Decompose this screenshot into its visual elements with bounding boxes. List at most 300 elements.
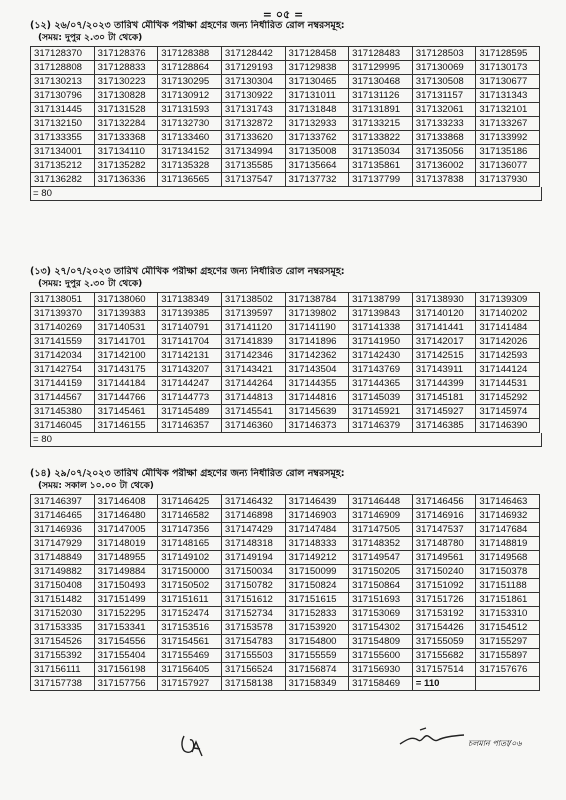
roll-cell: 317128458 <box>285 47 349 61</box>
roll-cell: 317150824 <box>285 579 349 593</box>
roll-cell: 317156874 <box>285 663 349 677</box>
roll-cell: 317150502 <box>158 579 222 593</box>
roll-cell: 317155600 <box>349 649 413 663</box>
roll-cell: 317132061 <box>412 103 476 117</box>
table-row <box>31 405 540 419</box>
roll-cell: 317130304 <box>221 75 285 89</box>
roll-cell: 317139383 <box>94 307 158 321</box>
roll-cell: 317145292 <box>476 391 540 405</box>
roll-table <box>30 292 540 433</box>
roll-cell: 317132872 <box>221 117 285 131</box>
roll-cell: 317155404 <box>94 649 158 663</box>
section-title: (১২) ২৬/০৭/২০২৩ তারিখ মৌখিক পরীক্ষা গ্রহণের জন্য নির্ধারিত রোল নম্বরসমূহ: <box>30 20 345 31</box>
roll-cell: 317152030 <box>31 607 95 621</box>
roll-cell: 317143504 <box>285 363 349 377</box>
roll-cell: 317128442 <box>221 47 285 61</box>
roll-cell: 317143421 <box>221 363 285 377</box>
roll-cell: 317144766 <box>94 391 158 405</box>
roll-cell: 317133460 <box>158 131 222 145</box>
roll-cell: 317150205 <box>349 565 413 579</box>
roll-cell: 317153069 <box>349 607 413 621</box>
roll-cell: 317144773 <box>158 391 222 405</box>
roll-cell: 317135186 <box>476 145 540 159</box>
roll-cell: 317135008 <box>285 145 349 159</box>
roll-cell: 317130508 <box>412 75 476 89</box>
roll-table <box>30 494 540 691</box>
roll-cell: 317128483 <box>349 47 413 61</box>
roll-cell: 317148352 <box>349 537 413 551</box>
roll-cell: 317154526 <box>31 635 95 649</box>
roll-cell: 317136077 <box>476 159 540 173</box>
roll-cell: 317130213 <box>31 75 95 89</box>
table-row <box>31 321 540 335</box>
roll-cell: 317140531 <box>94 321 158 335</box>
roll-cell: 317137838 <box>412 173 476 187</box>
roll-cell: 317136282 <box>31 173 95 187</box>
section-title: (১৩) ২৭/০৭/২০২৩ তারিখ মৌখিক পরীক্ষা গ্রহণের জন্য নির্ধারিত রোল নম্বরসমূহ: <box>30 266 345 277</box>
roll-cell: 317147484 <box>285 523 349 537</box>
roll-cell: 317128595 <box>476 47 540 61</box>
roll-cell: 317154556 <box>94 635 158 649</box>
roll-cell: 317135664 <box>285 159 349 173</box>
signature-mark <box>398 722 468 752</box>
roll-cell: 317153578 <box>221 621 285 635</box>
roll-cell: 317141701 <box>94 335 158 349</box>
roll-cell: 317145181 <box>412 391 476 405</box>
table-row <box>31 593 540 607</box>
roll-cell: 317146916 <box>412 509 476 523</box>
roll-cell: 317151726 <box>412 593 476 607</box>
roll-cell: 317146385 <box>412 419 476 433</box>
section-13 <box>30 266 540 447</box>
roll-cell: 317133620 <box>221 131 285 145</box>
roll-cell: 317131593 <box>158 103 222 117</box>
roll-cell: 317153335 <box>31 621 95 635</box>
roll-cell: 317136336 <box>94 173 158 187</box>
section-time: (সময়: দুপুর ২.৩০ টা থেকে) <box>38 33 143 43</box>
roll-cell: 317151612 <box>221 593 285 607</box>
roll-cell: 317135034 <box>349 145 413 159</box>
roll-cell: 317132101 <box>476 103 540 117</box>
roll-cell: 317130295 <box>158 75 222 89</box>
roll-cell: 317142430 <box>349 349 413 363</box>
roll-cell: 317136565 <box>158 173 222 187</box>
roll-cell: 317146936 <box>31 523 95 537</box>
roll-cell: 317155059 <box>412 635 476 649</box>
roll-cell: 317148019 <box>94 537 158 551</box>
roll-cell: 317138502 <box>221 293 285 307</box>
section-14 <box>30 468 540 691</box>
roll-cell: 317139597 <box>221 307 285 321</box>
signature-initials-mark <box>178 730 218 760</box>
roll-cell: 317142515 <box>412 349 476 363</box>
roll-cell: 317135282 <box>94 159 158 173</box>
roll-cell: 317145380 <box>31 405 95 419</box>
roll-cell: 317146390 <box>476 419 540 433</box>
roll-cell: 317131343 <box>476 89 540 103</box>
roll-cell: 317148955 <box>94 551 158 565</box>
roll-cell: 317148318 <box>221 537 285 551</box>
table-row <box>31 103 540 117</box>
roll-cell: 317133762 <box>285 131 349 145</box>
roll-cell: 317142346 <box>221 349 285 363</box>
roll-cell: 317150782 <box>221 579 285 593</box>
roll-cell: 317147429 <box>221 523 285 537</box>
roll-cell: 317144816 <box>285 391 349 405</box>
roll-cell: 317145921 <box>349 405 413 419</box>
roll-cell: 317133355 <box>31 131 95 145</box>
roll-cell: 317149102 <box>158 551 222 565</box>
roll-cell: 317147684 <box>476 523 540 537</box>
roll-cell: 317145541 <box>221 405 285 419</box>
roll-cell: 317131743 <box>221 103 285 117</box>
roll-cell: 317144247 <box>158 377 222 391</box>
roll-cell: 317150864 <box>349 579 413 593</box>
roll-cell: 317153341 <box>94 621 158 635</box>
page-number: = ০৫ = <box>262 8 304 21</box>
roll-cell: 317144355 <box>285 377 349 391</box>
table-row <box>31 621 540 635</box>
roll-cell: 317135056 <box>412 145 476 159</box>
roll-cell: 317142100 <box>94 349 158 363</box>
roll-cell: 317139843 <box>349 307 413 321</box>
roll-cell: 317146448 <box>349 495 413 509</box>
roll-cell: 317146397 <box>31 495 95 509</box>
roll-cell: 317144813 <box>221 391 285 405</box>
roll-cell: 317142017 <box>412 335 476 349</box>
roll-cell: 317140202 <box>476 307 540 321</box>
roll-cell: 317153920 <box>285 621 349 635</box>
roll-cell: 317128833 <box>94 61 158 75</box>
roll-cell: 317150408 <box>31 579 95 593</box>
roll-cell: 317150493 <box>94 579 158 593</box>
table-row <box>31 607 540 621</box>
roll-cell: 317134001 <box>31 145 95 159</box>
roll-cell: 317151615 <box>285 593 349 607</box>
table-row <box>31 335 540 349</box>
table-row <box>31 509 540 523</box>
roll-cell: 317152734 <box>221 607 285 621</box>
roll-cell: 317146408 <box>94 495 158 509</box>
roll-cell: 317137547 <box>221 173 285 187</box>
roll-cell: 317142131 <box>158 349 222 363</box>
roll-cell: 317153192 <box>412 607 476 621</box>
roll-cell: 317140791 <box>158 321 222 335</box>
roll-cell: 317128370 <box>31 47 95 61</box>
roll-cell: 317141441 <box>412 321 476 335</box>
roll-cell: 317141338 <box>349 321 413 335</box>
roll-cell: 317144531 <box>476 377 540 391</box>
table-row <box>31 579 540 593</box>
roll-cell: 317128503 <box>412 47 476 61</box>
roll-cell: 317139309 <box>476 293 540 307</box>
roll-cell: 317132284 <box>94 117 158 131</box>
roll-cell: 317141484 <box>476 321 540 335</box>
table-row <box>31 419 540 433</box>
roll-cell: 317152474 <box>158 607 222 621</box>
roll-cell: 317128376 <box>94 47 158 61</box>
roll-cell: 317146379 <box>349 419 413 433</box>
roll-cell: 317156405 <box>158 663 222 677</box>
roll-cell: 317142034 <box>31 349 95 363</box>
section-total: = 80 <box>30 187 542 201</box>
roll-cell: 317140269 <box>31 321 95 335</box>
roll-cell: 317146909 <box>349 509 413 523</box>
roll-cell: 317133233 <box>412 117 476 131</box>
roll-cell: 317155897 <box>476 649 540 663</box>
roll-cell: 317151188 <box>476 579 540 593</box>
roll-cell: 317142026 <box>476 335 540 349</box>
roll-cell: 317133822 <box>349 131 413 145</box>
roll-cell: 317144124 <box>476 363 540 377</box>
roll-cell: 317148849 <box>31 551 95 565</box>
roll-cell: 317143911 <box>412 363 476 377</box>
roll-cell: 317148165 <box>158 537 222 551</box>
roll-cell: 317145927 <box>412 405 476 419</box>
section-total: = 80 <box>30 433 542 447</box>
roll-cell: 317131126 <box>349 89 413 103</box>
roll-cell: 317142754 <box>31 363 95 377</box>
roll-cell: 317151092 <box>412 579 476 593</box>
roll-cell: 317149212 <box>285 551 349 565</box>
roll-cell: 317154302 <box>349 621 413 635</box>
roll-cell: 317149547 <box>349 551 413 565</box>
roll-cell: 317131528 <box>94 103 158 117</box>
roll-cell: 317147505 <box>349 523 413 537</box>
roll-cell: 317141704 <box>158 335 222 349</box>
roll-cell: 317130173 <box>476 61 540 75</box>
roll-cell: 317141120 <box>221 321 285 335</box>
roll-cell: 317132933 <box>285 117 349 131</box>
roll-cell: 317134110 <box>94 145 158 159</box>
roll-cell: 317146360 <box>221 419 285 433</box>
roll-cell: 317134994 <box>221 145 285 159</box>
roll-cell: 317139385 <box>158 307 222 321</box>
roll-table <box>30 46 540 187</box>
roll-cell: 317150000 <box>158 565 222 579</box>
roll-cell: 317151499 <box>94 593 158 607</box>
roll-cell: 317157514 <box>412 663 476 677</box>
roll-cell: 317136002 <box>412 159 476 173</box>
roll-cell: 317145489 <box>158 405 222 419</box>
roll-cell: 317155297 <box>476 635 540 649</box>
table-row <box>31 649 540 663</box>
roll-cell: 317143207 <box>158 363 222 377</box>
section-time: (সময়: সকাল ১০.০০ টা থেকে) <box>38 481 154 491</box>
table-row <box>31 391 540 405</box>
roll-cell: 317146465 <box>31 509 95 523</box>
roll-cell: 317150240 <box>412 565 476 579</box>
roll-cell: 317152295 <box>94 607 158 621</box>
roll-cell: 317147537 <box>412 523 476 537</box>
roll-cell: 317130465 <box>285 75 349 89</box>
roll-cell: 317153516 <box>158 621 222 635</box>
roll-cell: 317128388 <box>158 47 222 61</box>
roll-cell: 317146439 <box>285 495 349 509</box>
roll-cell: 317156930 <box>349 663 413 677</box>
roll-cell: 317145461 <box>94 405 158 419</box>
roll-cell: 317146456 <box>412 495 476 509</box>
roll-cell: 317147929 <box>31 537 95 551</box>
table-row <box>31 75 540 89</box>
table-row <box>31 89 540 103</box>
roll-cell: 317128864 <box>158 61 222 75</box>
roll-cell: 317135585 <box>221 159 285 173</box>
roll-cell: 317149882 <box>31 565 95 579</box>
roll-cell: 317149561 <box>412 551 476 565</box>
section-time: (সময়: দুপুর ২.৩০ টা থেকে) <box>38 279 143 289</box>
roll-cell: 317144264 <box>221 377 285 391</box>
roll-cell: 317131848 <box>285 103 349 117</box>
roll-cell: 317141950 <box>349 335 413 349</box>
roll-cell: 317146932 <box>476 509 540 523</box>
roll-cell: 317131157 <box>412 89 476 103</box>
roll-cell: 317132150 <box>31 117 95 131</box>
roll-cell: 317146155 <box>94 419 158 433</box>
roll-cell: 317154783 <box>221 635 285 649</box>
roll-cell: 317146425 <box>158 495 222 509</box>
roll-cell: 317144184 <box>94 377 158 391</box>
roll-cell: 317140120 <box>412 307 476 321</box>
roll-cell: 317151693 <box>349 593 413 607</box>
roll-cell: 317137930 <box>476 173 540 187</box>
roll-cell: 317133267 <box>476 117 540 131</box>
table-row <box>31 307 540 321</box>
roll-cell: 317131891 <box>349 103 413 117</box>
roll-cell: 317128808 <box>31 61 95 75</box>
roll-cell: 317133368 <box>94 131 158 145</box>
table-row <box>31 523 540 537</box>
table-row <box>31 131 540 145</box>
roll-cell: 317155559 <box>285 649 349 663</box>
roll-cell: 317143769 <box>349 363 413 377</box>
roll-cell: 317146582 <box>158 509 222 523</box>
roll-cell: 317157738 <box>31 677 95 691</box>
roll-cell: 317130069 <box>412 61 476 75</box>
roll-cell: 317139370 <box>31 307 95 321</box>
roll-cell: 317130912 <box>158 89 222 103</box>
roll-cell: 317130828 <box>94 89 158 103</box>
roll-cell: 317145639 <box>285 405 349 419</box>
roll-cell: 317146432 <box>221 495 285 509</box>
roll-cell: 317130468 <box>349 75 413 89</box>
roll-cell: 317138784 <box>285 293 349 307</box>
roll-cell: 317148333 <box>285 537 349 551</box>
roll-cell: 317151611 <box>158 593 222 607</box>
section-12 <box>30 20 540 201</box>
roll-cell: 317132730 <box>158 117 222 131</box>
roll-cell: 317144159 <box>31 377 95 391</box>
table-row <box>31 377 540 391</box>
roll-cell: 317142362 <box>285 349 349 363</box>
roll-cell: 317151482 <box>31 593 95 607</box>
roll-cell: 317141559 <box>31 335 95 349</box>
roll-cell: 317147005 <box>94 523 158 537</box>
roll-cell: 317157756 <box>94 677 158 691</box>
roll-cell: 317131445 <box>31 103 95 117</box>
roll-cell: 317156111 <box>31 663 95 677</box>
roll-cell: 317155503 <box>221 649 285 663</box>
section-title: (১৪) ২৯/০৭/২০২৩ তারিখ মৌখিক পরীক্ষা গ্রহণের জন্য নির্ধারিত রোল নম্বরসমূহ: <box>30 468 345 479</box>
roll-cell: 317149884 <box>94 565 158 579</box>
roll-cell: 317148780 <box>412 537 476 551</box>
roll-cell: 317133215 <box>349 117 413 131</box>
roll-cell: 317154809 <box>349 635 413 649</box>
roll-cell: 317130223 <box>94 75 158 89</box>
roll-cell: 317133868 <box>412 131 476 145</box>
roll-cell: 317150099 <box>285 565 349 579</box>
roll-cell: 317146903 <box>285 509 349 523</box>
roll-cell: 317138349 <box>158 293 222 307</box>
table-row <box>31 537 540 551</box>
roll-cell: 317146480 <box>94 509 158 523</box>
table-row <box>31 565 540 579</box>
roll-cell: 317147356 <box>158 523 222 537</box>
roll-cell: 317145974 <box>476 405 540 419</box>
roll-cell: 317146045 <box>31 419 95 433</box>
roll-cell: 317149568 <box>476 551 540 565</box>
roll-cell: 317154426 <box>412 621 476 635</box>
roll-cell: 317150378 <box>476 565 540 579</box>
roll-cell: 317158469 <box>349 677 413 691</box>
roll-cell: 317134152 <box>158 145 222 159</box>
roll-cell: 317144365 <box>349 377 413 391</box>
roll-cell: 317144399 <box>412 377 476 391</box>
roll-cell: 317143175 <box>94 363 158 377</box>
table-row <box>31 293 540 307</box>
roll-cell: 317146357 <box>158 419 222 433</box>
roll-cell: 317131011 <box>285 89 349 103</box>
roll-cell: 317138051 <box>31 293 95 307</box>
table-row <box>31 47 540 61</box>
roll-cell: 317156524 <box>221 663 285 677</box>
roll-cell: 317139802 <box>285 307 349 321</box>
roll-cell: 317144567 <box>31 391 95 405</box>
table-row <box>31 363 540 377</box>
table-row <box>31 117 540 131</box>
table-row <box>31 663 540 677</box>
roll-cell: 317133992 <box>476 131 540 145</box>
table-row <box>31 349 540 363</box>
roll-cell: 317157676 <box>476 663 540 677</box>
roll-cell: 317129193 <box>221 61 285 75</box>
roll-cell: 317138060 <box>94 293 158 307</box>
roll-cell: 317130677 <box>476 75 540 89</box>
roll-cell: 317135861 <box>349 159 413 173</box>
roll-cell: 317141190 <box>285 321 349 335</box>
roll-cell: 317130922 <box>221 89 285 103</box>
table-row <box>31 145 540 159</box>
roll-cell: 317138799 <box>349 293 413 307</box>
roll-cell: 317157927 <box>158 677 222 691</box>
roll-cell: 317138930 <box>412 293 476 307</box>
roll-cell: 317135328 <box>158 159 222 173</box>
roll-cell <box>476 677 540 691</box>
roll-cell: 317149194 <box>221 551 285 565</box>
roll-cell: 317146373 <box>285 419 349 433</box>
roll-cell: 317154800 <box>285 635 349 649</box>
roll-cell: 317155469 <box>158 649 222 663</box>
roll-cell: 317142593 <box>476 349 540 363</box>
roll-cell: 317150034 <box>221 565 285 579</box>
roll-cell: 317141896 <box>285 335 349 349</box>
roll-cell: 317135212 <box>31 159 95 173</box>
roll-cell: 317146463 <box>476 495 540 509</box>
roll-cell: 317129995 <box>349 61 413 75</box>
roll-cell: 317152833 <box>285 607 349 621</box>
continue-note: চলমান পাতা/০৬ <box>468 739 522 748</box>
table-row <box>31 61 540 75</box>
